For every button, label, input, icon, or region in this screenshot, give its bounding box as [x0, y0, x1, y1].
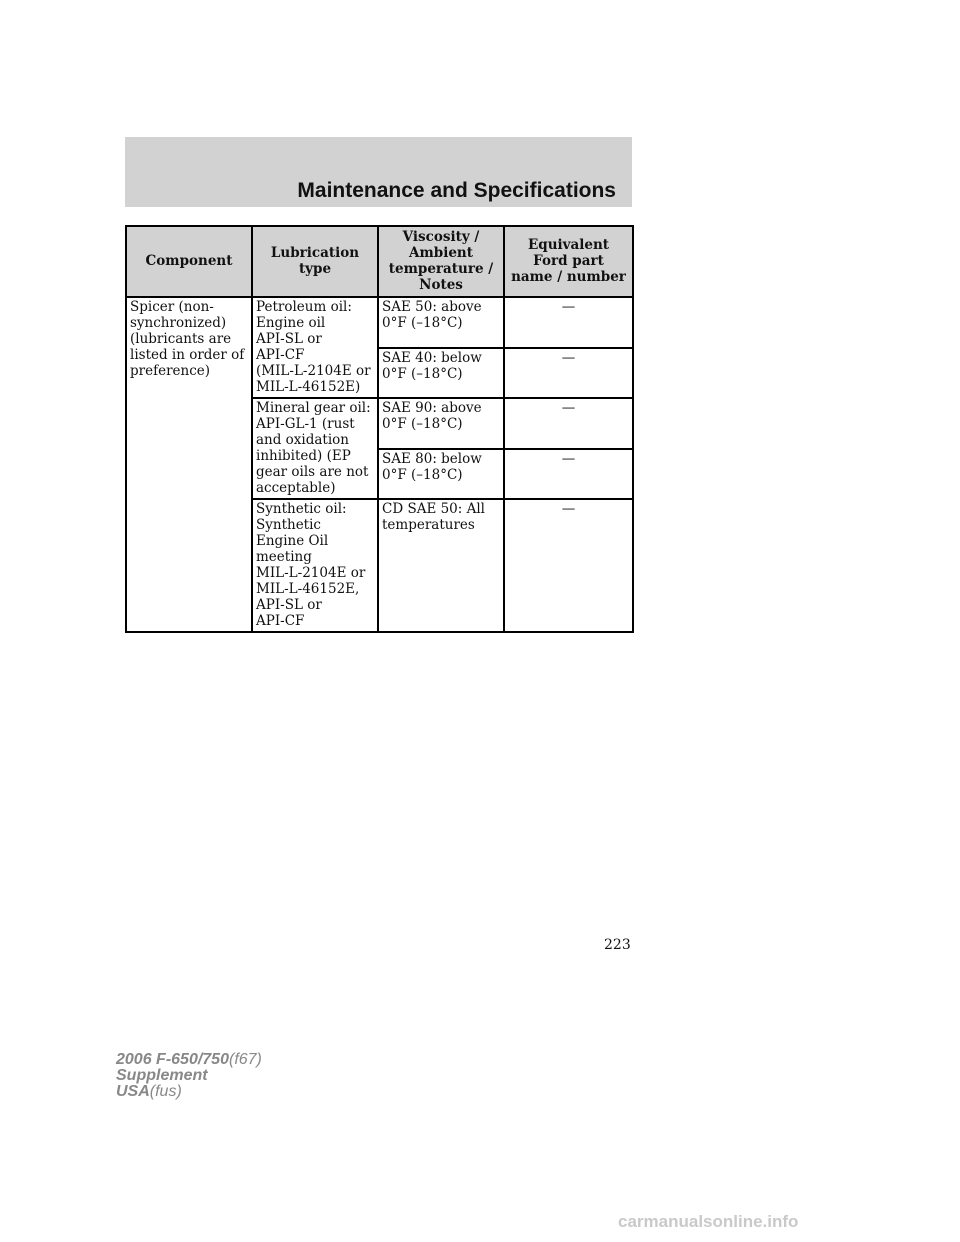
viscosity-cell: CD SAE 50: All temperatures [378, 499, 504, 632]
table-row [126, 297, 633, 348]
viscosity-cell: SAE 80: below 0°F (–18°C) [378, 449, 504, 499]
ford-part-cell: — [504, 297, 633, 348]
footer-region: USA [116, 1083, 150, 1100]
column-header-lubrication-type: Lubrication type [252, 226, 378, 297]
section-title: Maintenance and Specifications [297, 179, 616, 202]
column-header-component: Component [126, 226, 252, 297]
component-cell: Spicer (non- synchronized) (lubricants are listed in order of preference) [126, 297, 252, 632]
lubrication-type-cell: Mineral gear oil: API-GL-1 (rust and oxidation inhibited) (EP gear oils are not acceptable) [252, 398, 378, 499]
page-number: 223 [604, 937, 631, 953]
lubricant-spec-table [125, 225, 634, 633]
viscosity-cell: SAE 40: below 0°F (–18°C) [378, 348, 504, 399]
viscosity-cell: SAE 90: above 0°F (–18°C) [378, 398, 504, 449]
section-header-band [125, 137, 632, 207]
ford-part-cell: — [504, 449, 633, 499]
column-header-viscosity: Viscosity / Ambient temperature / Notes [378, 226, 504, 297]
document-footer [116, 1052, 262, 1100]
footer-region-code: (fus) [149, 1083, 182, 1100]
watermark-text: carmanualsonline.info [618, 1212, 799, 1231]
footer-model-line [116, 1052, 262, 1068]
ford-part-cell: — [504, 499, 633, 632]
lubrication-type-cell: Petroleum oil: Engine oil API-SL or API-CF (MIL-L-2104E or MIL-L-46152E) [252, 297, 378, 398]
footer-doc: Supplement [116, 1067, 208, 1084]
ford-part-cell: — [504, 348, 633, 399]
column-header-ford-part: Equivalent Ford part name / number [504, 226, 633, 297]
ford-part-cell: — [504, 398, 633, 449]
viscosity-cell: SAE 50: above 0°F (–18°C) [378, 297, 504, 348]
footer-region-line [116, 1084, 262, 1100]
lubrication-type-cell: Synthetic oil: Synthetic Engine Oil meeting MIL-L-2104E or MIL-L-46152E, API-SL or API-CF [252, 499, 378, 632]
footer-model: 2006 F-650/750 [116, 1051, 229, 1068]
footer-model-code: (f67) [228, 1051, 262, 1068]
table-header-row [126, 226, 633, 297]
